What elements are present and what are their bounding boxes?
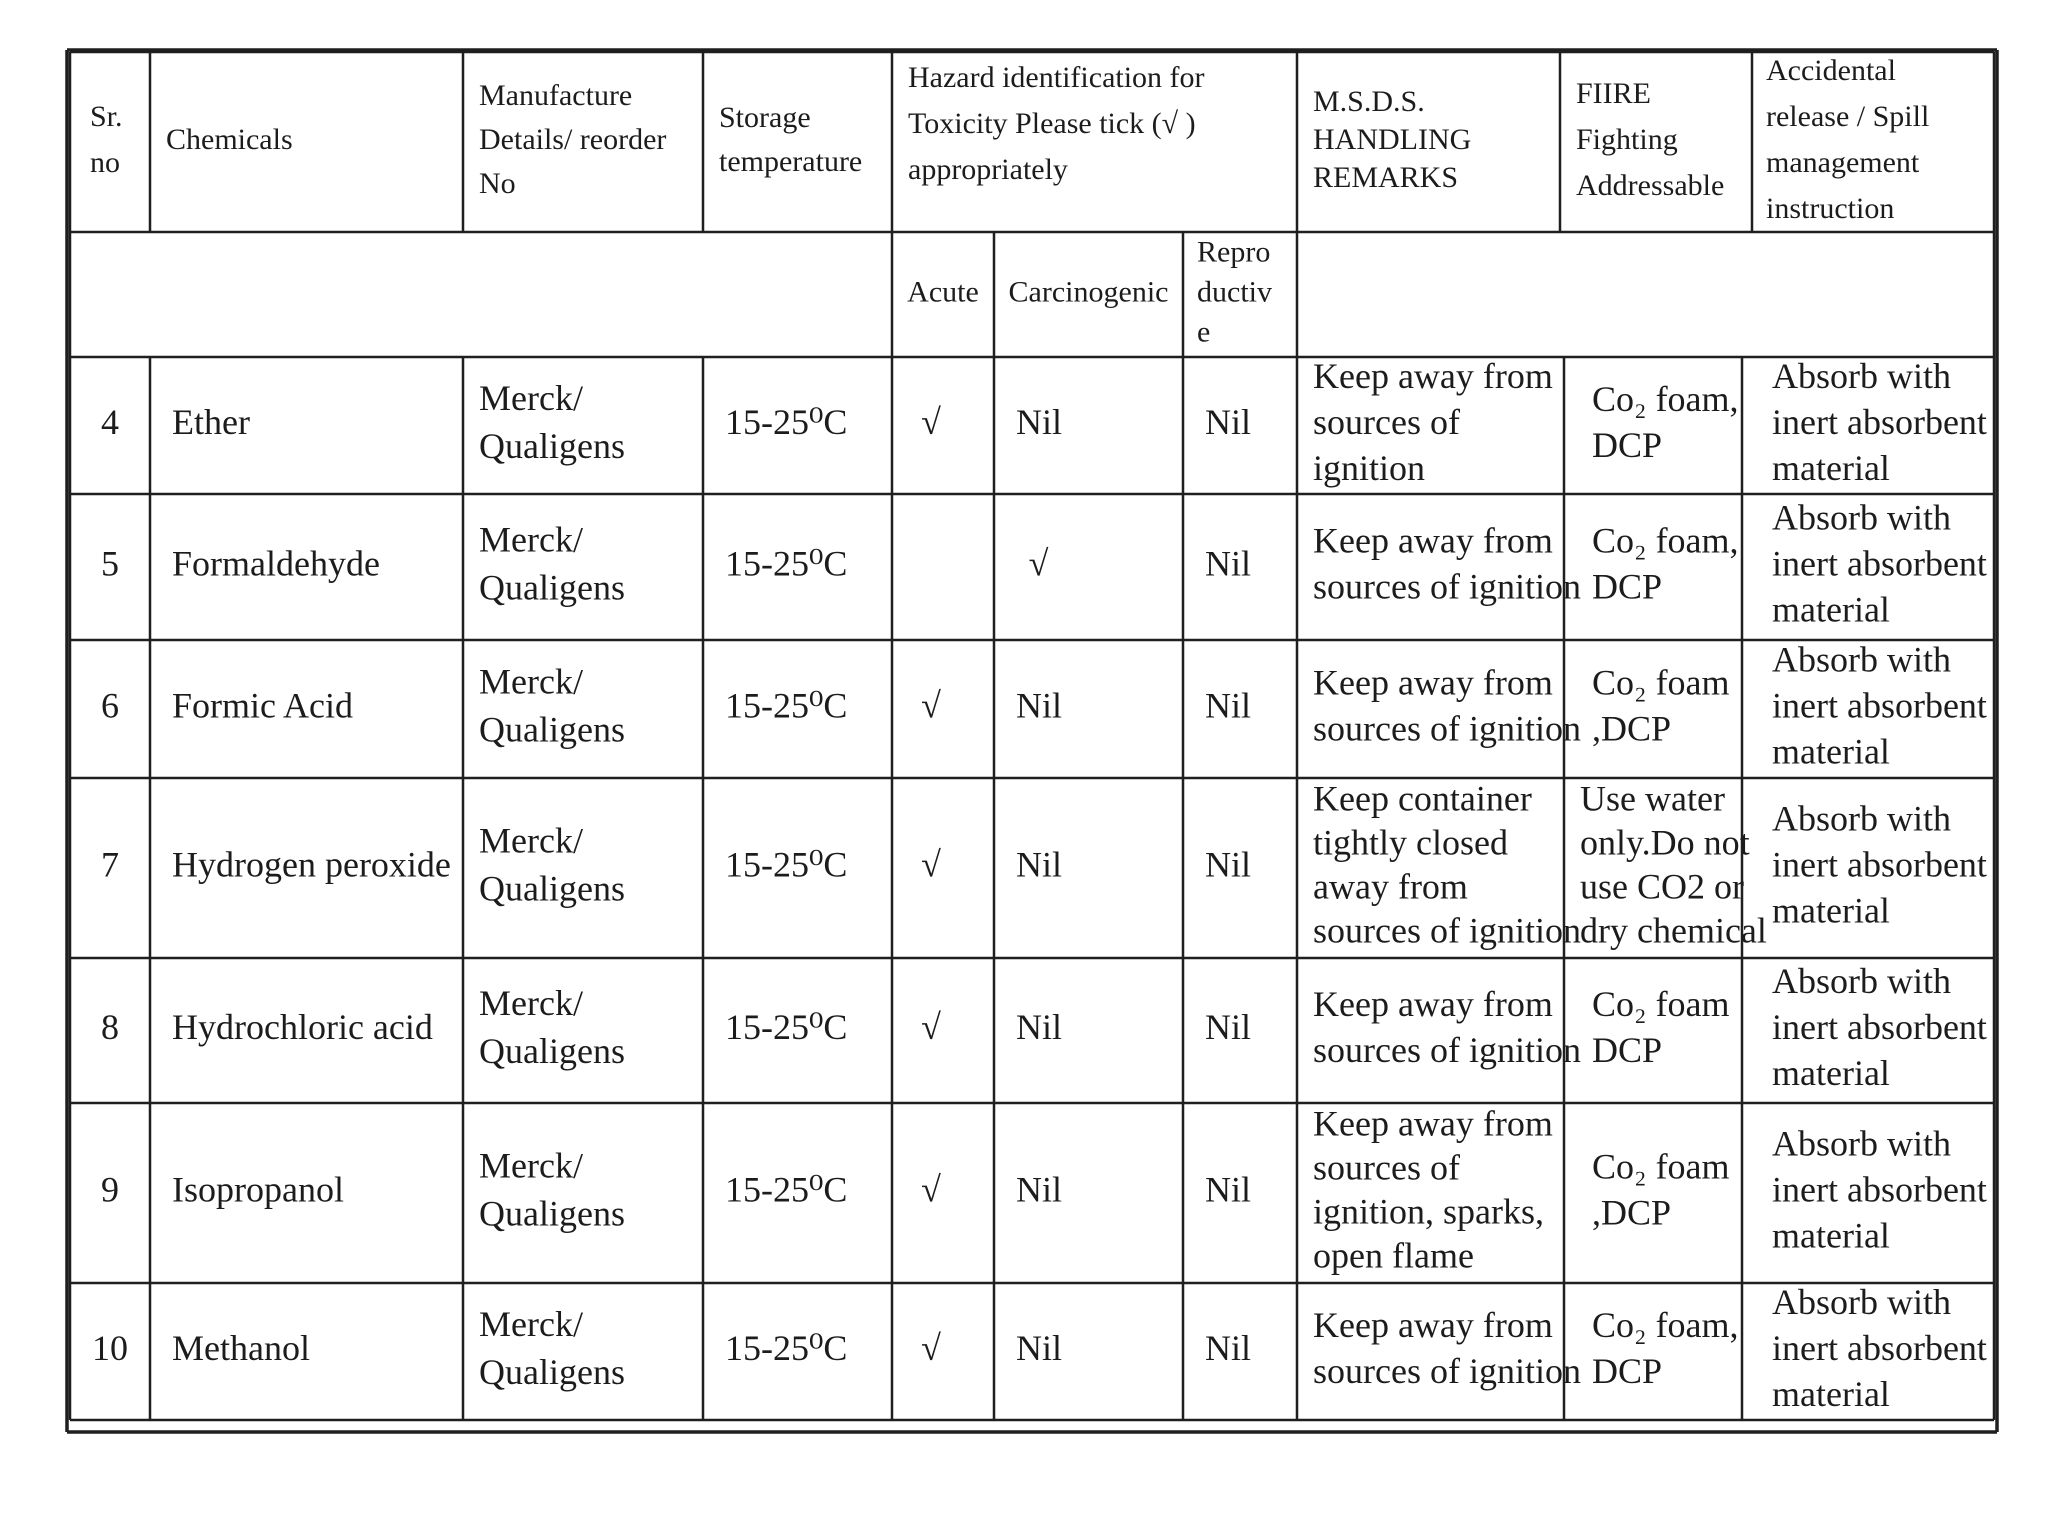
row-acute: √ xyxy=(921,401,941,442)
row-spill-instruction: material xyxy=(1772,447,1890,488)
header-manufacture: No xyxy=(479,166,516,200)
header-reproductive: ductiv xyxy=(1197,275,1272,309)
row-spill-instruction: inert absorbent xyxy=(1772,844,1987,885)
header-storage: Storage xyxy=(719,100,811,134)
row-fire-fighting: DCP xyxy=(1592,1029,1663,1070)
row-msds-remarks: sources of ignition xyxy=(1313,708,1581,749)
row-sr-no: 10 xyxy=(92,1327,128,1368)
header-carcinogenic: Carcinogenic xyxy=(1008,275,1169,309)
row-carcinogenic: Nil xyxy=(1016,685,1063,726)
row-sr-no: 8 xyxy=(101,1006,119,1047)
row-msds-remarks: tightly closed xyxy=(1313,822,1508,863)
row-carcinogenic: Nil xyxy=(1016,844,1063,885)
row-manufacturer: Qualigens xyxy=(479,425,625,466)
row-spill-instruction: inert absorbent xyxy=(1772,401,1987,442)
row-carcinogenic: Nil xyxy=(1016,1327,1063,1368)
row-reproductive: Nil xyxy=(1205,1327,1252,1368)
row-manufacturer: Qualigens xyxy=(479,1351,625,1392)
row-spill-instruction: Absorb with xyxy=(1772,960,1951,1001)
row-spill-instruction: Absorb with xyxy=(1772,1123,1951,1164)
row-fire-fighting: DCP xyxy=(1592,1350,1663,1391)
row-manufacturer: Merck/ xyxy=(479,1145,583,1186)
row-msds-remarks: Keep away from xyxy=(1313,355,1553,396)
header-spill: release / Spill xyxy=(1766,99,1930,133)
header-fire: FIIRE xyxy=(1576,76,1651,110)
header-fire: Fighting xyxy=(1576,122,1678,156)
header-storage: temperature xyxy=(719,144,863,178)
row-spill-instruction: Absorb with xyxy=(1772,497,1951,538)
row-storage-temp: 15-25⁰C xyxy=(725,844,848,885)
header-hazard: Hazard identification for xyxy=(908,60,1205,94)
row-spill-instruction: inert absorbent xyxy=(1772,1006,1987,1047)
row-spill-instruction: material xyxy=(1772,731,1890,772)
header-manufacture: Manufacture xyxy=(479,78,633,112)
row-storage-temp: 15-25⁰C xyxy=(725,1327,848,1368)
row-fire-fighting: ,DCP xyxy=(1592,708,1672,749)
row-msds-remarks: sources of ignition xyxy=(1313,1350,1581,1391)
row-spill-instruction: Absorb with xyxy=(1772,355,1951,396)
row-msds-remarks: sources of xyxy=(1313,401,1460,442)
row-spill-instruction: Absorb with xyxy=(1772,798,1951,839)
header-reproductive: e xyxy=(1197,315,1211,349)
row-fire-fighting: DCP xyxy=(1592,424,1663,465)
row-acute: √ xyxy=(921,1327,941,1368)
row-acute: √ xyxy=(921,685,941,726)
row-msds-remarks: sources of ignition xyxy=(1313,1029,1581,1070)
row-fire-fighting: Co₂ foam, xyxy=(1592,1304,1739,1345)
row-sr-no: 7 xyxy=(101,844,119,885)
row-manufacturer: Qualigens xyxy=(479,1030,625,1071)
row-spill-instruction: Absorb with xyxy=(1772,639,1951,680)
row-msds-remarks: sources of xyxy=(1313,1147,1460,1188)
row-manufacturer: Qualigens xyxy=(479,567,625,608)
row-fire-fighting: Use water xyxy=(1580,778,1725,819)
row-sr-no: 6 xyxy=(101,685,119,726)
row-sr-no: 9 xyxy=(101,1169,119,1210)
row-reproductive: Nil xyxy=(1205,1006,1252,1047)
row-fire-fighting: Co₂ foam xyxy=(1592,1146,1730,1187)
row-spill-instruction: material xyxy=(1772,589,1890,630)
header-sr-no: no xyxy=(90,145,120,179)
row-spill-instruction: inert absorbent xyxy=(1772,685,1987,726)
header-hazard: Toxicity Please tick (√ ) xyxy=(908,106,1196,140)
row-msds-remarks: ignition, sparks, xyxy=(1313,1191,1544,1232)
row-spill-instruction: Absorb with xyxy=(1772,1281,1951,1322)
row-fire-fighting: only.Do not xyxy=(1580,822,1750,863)
row-sr-no: 4 xyxy=(101,401,119,442)
row-manufacturer: Merck/ xyxy=(479,1303,583,1344)
row-reproductive: Nil xyxy=(1205,543,1252,584)
row-spill-instruction: material xyxy=(1772,1373,1890,1414)
row-spill-instruction: material xyxy=(1772,1215,1890,1256)
row-carcinogenic: √ xyxy=(1028,543,1049,584)
row-fire-fighting: ,DCP xyxy=(1592,1192,1672,1233)
row-fire-fighting: Co₂ foam, xyxy=(1592,520,1739,561)
row-manufacturer: Merck/ xyxy=(479,519,583,560)
row-msds-remarks: sources of ignition xyxy=(1313,910,1581,951)
row-msds-remarks: Keep away from xyxy=(1313,520,1553,561)
row-storage-temp: 15-25⁰C xyxy=(725,1169,848,1210)
header-acute: Acute xyxy=(907,275,979,309)
row-msds-remarks: sources of ignition xyxy=(1313,566,1581,607)
row-chemical: Formaldehyde xyxy=(172,543,380,584)
row-storage-temp: 15-25⁰C xyxy=(725,1006,848,1047)
row-manufacturer: Merck/ xyxy=(479,820,583,861)
row-msds-remarks: away from xyxy=(1313,866,1468,907)
row-msds-remarks: Keep away from xyxy=(1313,983,1553,1024)
header-fire: Addressable xyxy=(1576,168,1725,202)
row-msds-remarks: ignition xyxy=(1313,447,1426,488)
header-msds: REMARKS xyxy=(1313,160,1459,194)
row-storage-temp: 15-25⁰C xyxy=(725,401,848,442)
row-carcinogenic: Nil xyxy=(1016,401,1063,442)
row-reproductive: Nil xyxy=(1205,401,1252,442)
header-sr-no: Sr. xyxy=(90,99,123,133)
row-chemical: Hydrogen peroxide xyxy=(172,844,451,885)
row-carcinogenic: Nil xyxy=(1016,1169,1063,1210)
row-manufacturer: Qualigens xyxy=(479,1193,625,1234)
row-spill-instruction: inert absorbent xyxy=(1772,543,1987,584)
row-storage-temp: 15-25⁰C xyxy=(725,543,848,584)
row-reproductive: Nil xyxy=(1205,685,1252,726)
row-fire-fighting: use CO2 or xyxy=(1580,866,1744,907)
row-manufacturer: Qualigens xyxy=(479,868,625,909)
header-msds: M.S.D.S. xyxy=(1313,84,1425,118)
header-spill: Accidental xyxy=(1766,53,1896,87)
row-chemical: Ether xyxy=(172,401,250,442)
row-chemical: Hydrochloric acid xyxy=(172,1006,433,1047)
row-fire-fighting: Co₂ foam, xyxy=(1592,378,1739,419)
row-fire-fighting: DCP xyxy=(1592,566,1663,607)
row-spill-instruction: material xyxy=(1772,1052,1890,1093)
row-storage-temp: 15-25⁰C xyxy=(725,685,848,726)
row-acute: √ xyxy=(921,844,941,885)
row-chemical: Formic Acid xyxy=(172,685,353,726)
header-manufacture: Details/ reorder xyxy=(479,122,667,156)
row-manufacturer: Merck/ xyxy=(479,661,583,702)
header-hazard: appropriately xyxy=(908,152,1068,186)
row-spill-instruction: inert absorbent xyxy=(1772,1327,1987,1368)
header-msds: HANDLING xyxy=(1313,122,1472,156)
row-fire-fighting: dry chemical xyxy=(1580,910,1767,951)
row-manufacturer: Merck/ xyxy=(479,982,583,1023)
row-msds-remarks: Keep away from xyxy=(1313,662,1553,703)
header-chemicals: Chemicals xyxy=(166,122,293,156)
row-chemical: Methanol xyxy=(172,1327,310,1368)
row-reproductive: Nil xyxy=(1205,844,1252,885)
row-msds-remarks: Keep away from xyxy=(1313,1304,1553,1345)
row-msds-remarks: Keep away from xyxy=(1313,1103,1553,1144)
row-sr-no: 5 xyxy=(101,543,119,584)
row-spill-instruction: material xyxy=(1772,890,1890,931)
row-fire-fighting: Co₂ foam xyxy=(1592,983,1730,1024)
row-carcinogenic: Nil xyxy=(1016,1006,1063,1047)
row-manufacturer: Merck/ xyxy=(479,377,583,418)
header-spill: management xyxy=(1766,145,1920,179)
row-msds-remarks: Keep container xyxy=(1313,778,1532,819)
row-spill-instruction: inert absorbent xyxy=(1772,1169,1987,1210)
row-acute: √ xyxy=(921,1169,941,1210)
row-acute: √ xyxy=(921,1006,941,1047)
row-chemical: Isopropanol xyxy=(172,1169,344,1210)
row-reproductive: Nil xyxy=(1205,1169,1252,1210)
header-spill: instruction xyxy=(1766,191,1895,225)
header-reproductive: Repro xyxy=(1197,235,1271,269)
row-fire-fighting: Co₂ foam xyxy=(1592,662,1730,703)
row-manufacturer: Qualigens xyxy=(479,709,625,750)
row-msds-remarks: open flame xyxy=(1313,1235,1474,1276)
